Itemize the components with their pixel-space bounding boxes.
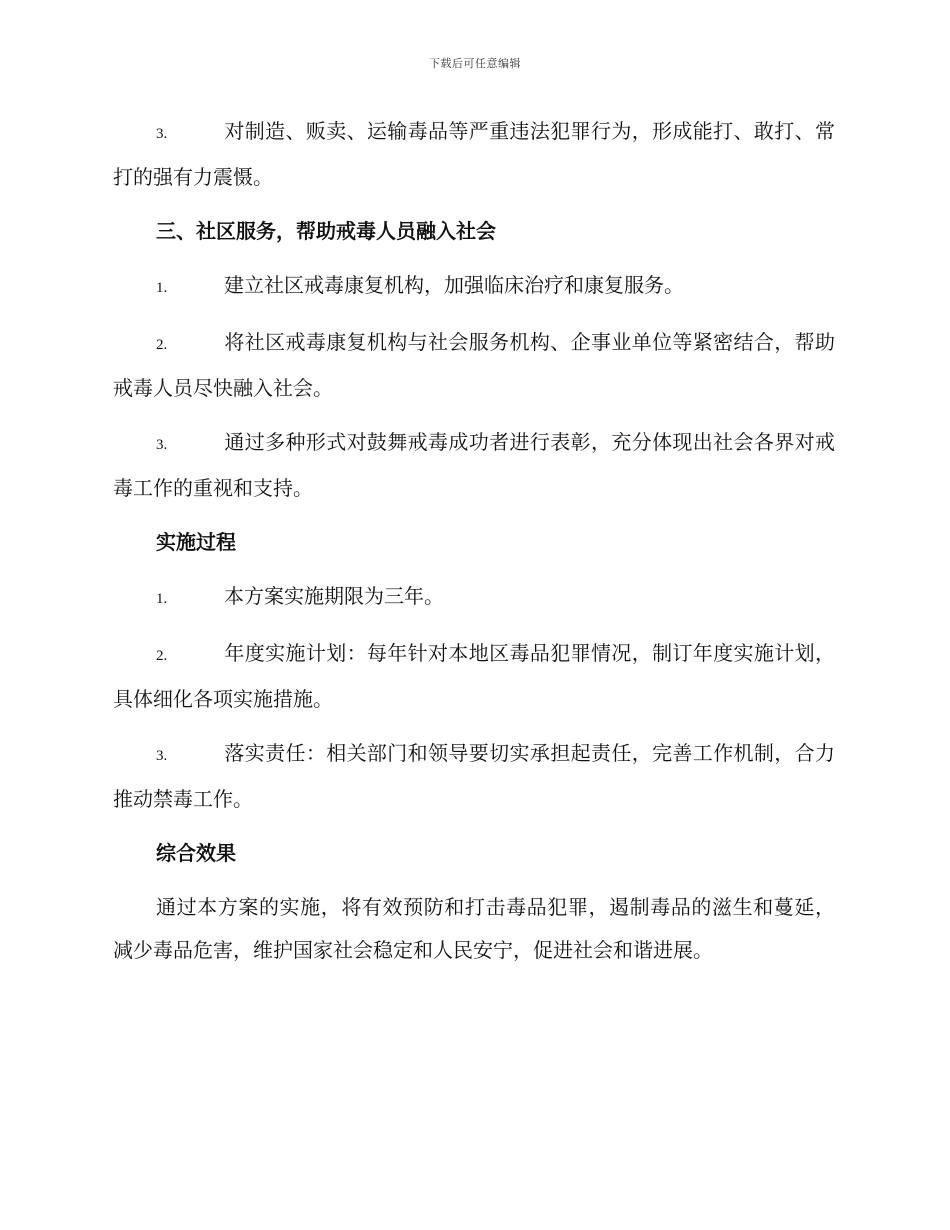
list-item: [113, 632, 835, 721]
body-paragraph: 通过本方案的实施，将有效预防和打击毒品犯罪，遏制毒品的滋生和蔓延，减少毒品危害，维护国家社会稳定和人民安宁，促进社会和谐进展。: [113, 895, 835, 962]
list-item-number: 1.: [156, 280, 168, 296]
list-item-number: 3.: [156, 748, 168, 764]
list-item: [113, 264, 835, 310]
list-item-number: 1.: [156, 591, 168, 607]
section-heading: 三、社区服务，帮助戒毒人员融入社会: [156, 219, 496, 243]
list-item-number: 3.: [156, 437, 168, 453]
section-heading: 综合效果: [156, 841, 236, 865]
list-item: [113, 110, 835, 199]
list-item-text: 落实责任：相关部门和领导要切实承担起责任，完善工作机制，合力推动禁毒工作。: [113, 741, 835, 811]
list-item: [113, 732, 835, 821]
list-item-text: 建立社区戒毒康复机构，加强临床治疗和康复服务。: [224, 273, 684, 297]
list-item-number: 2.: [156, 648, 168, 664]
list-item: [113, 575, 835, 621]
list-item-text: 本方案实施期限为三年。: [224, 584, 444, 608]
list-item-text: 对制造、贩卖、运输毒品等严重违法犯罪行为，形成能打、敢打、常打的强有力震慑。: [113, 119, 835, 189]
list-item-text: 将社区戒毒康复机构与社会服务机构、企事业单位等紧密结合，帮助戒毒人员尽快融入社会。: [113, 330, 835, 400]
document-body: [113, 110, 835, 983]
section-heading: 实施过程: [156, 530, 236, 554]
page-header-note: 下载后可任意编辑: [429, 57, 521, 70]
list-item: [113, 421, 835, 510]
list-item: [113, 321, 835, 410]
list-item-text: 年度实施计划：每年针对本地区毒品犯罪情况，制订年度实施计划，具体细化各项实施措施。: [113, 641, 835, 711]
list-item-number: 2.: [156, 337, 168, 353]
list-item-number: 3.: [156, 126, 168, 142]
list-item-text: 通过多种形式对鼓舞戒毒成功者进行表彰，充分体现出社会各界对戒毒工作的重视和支持。: [113, 430, 835, 500]
